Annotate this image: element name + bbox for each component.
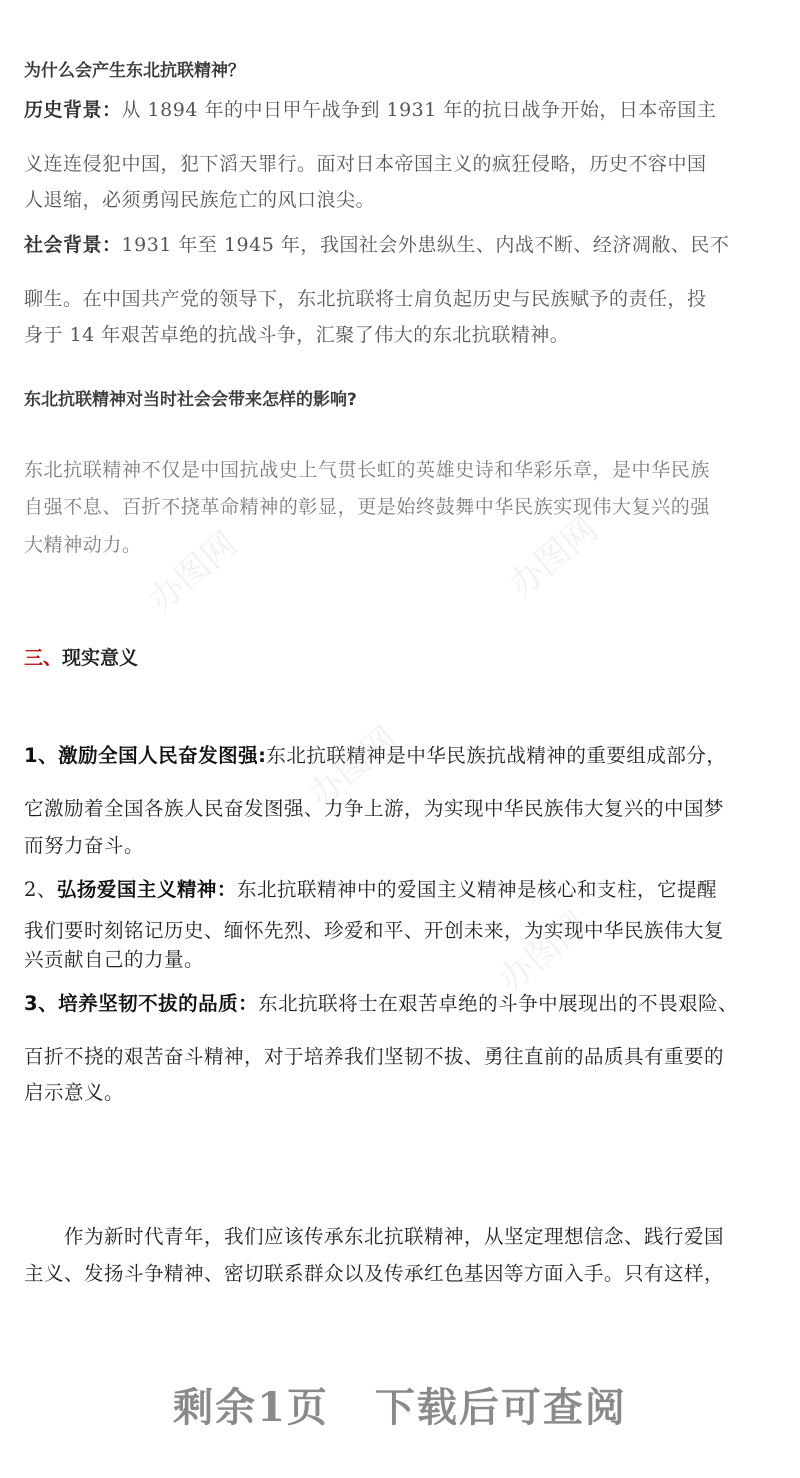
history-background-line-1 <box>24 95 716 122</box>
closing-text-line-1: 作为新时代青年，我们应该传承东北抗联精神，从坚定理想信念、践行爱国 <box>64 1225 725 1248</box>
question-why-heading: 为什么会产生东北抗联精神？ <box>24 61 245 81</box>
point-1-line-1 <box>24 740 726 768</box>
social-text-line-3: 身于 14 年艰苦卓绝的抗战斗争，汇聚了伟大的东北抗联精神。 <box>24 324 570 346</box>
history-background-label: 历史背景： <box>24 99 122 121</box>
social-background-line-1 <box>24 230 729 257</box>
point-1-text-line-1: 东北抗联精神是中华民族抗战精神的重要组成部分， <box>266 744 727 767</box>
watermark-text: 办图网 <box>141 524 246 621</box>
social-text-line-1: 1931 年至 1945 年，我国社会外患纵生、内战不断、经济凋敝、民不 <box>121 234 730 256</box>
point-1-label: 1、激励全国人民奋发图强: <box>24 744 267 767</box>
watermark-text: 办图网 <box>501 509 606 606</box>
point-2-text-line-3: 兴贡献自己的力量。 <box>24 948 205 971</box>
watermark-text: 办图网 <box>491 904 596 1001</box>
download-prompt-footer[interactable] <box>0 1376 800 1433</box>
point-2-text-line-2: 我们要时刻铭记历史、缅怀先烈、珍爱和平、开创未来，为实现中华民族伟大复 <box>24 919 725 942</box>
history-text-line-1: 从 1894 年的中日甲午战争到 1931 年的抗日战争开始，日本帝国主 <box>121 99 717 121</box>
point-1-text-line-2: 它激励着全国各族人民奋发图强、力争上游，为实现中华民族伟大复兴的中国梦 <box>24 797 725 820</box>
point-2-number: 2、 <box>24 878 57 901</box>
social-text-line-2: 聊生。在中国共产党的领导下，东北抗联将士肩负起历史与民族赋予的责任，投 <box>24 288 707 310</box>
history-text-line-2: 义连连侵犯中国，犯下滔天罪行。面对日本帝国主义的疯狂侵略，历史不容中国 <box>24 153 707 175</box>
social-background-label: 社会背景： <box>24 234 122 256</box>
impact-text-line-2: 自强不息、百折不挠革命精神的彰显，更是始终鼓舞中华民族实现伟大复兴的强 <box>24 496 711 518</box>
impact-text-line-3: 大精神动力。 <box>24 534 142 556</box>
history-text-line-3: 人退缩，必须勇闯民族危亡的风口浪尖。 <box>24 189 376 211</box>
point-3-text-line-1: 东北抗联将士在艰苦卓绝的斗争中展现出的不畏艰险、 <box>258 992 739 1015</box>
question-impact-heading: 东北抗联精神对当时社会会带来怎样的影响? <box>24 390 357 410</box>
closing-text-line-2: 主义、发扬斗争精神、密切联系群众以及传承红色基因等方面入手。只有这样， <box>24 1262 725 1285</box>
point-3-text-line-3: 启示意义。 <box>24 1081 125 1104</box>
download-to-view-label: 下载后可查阅 <box>374 1384 627 1431</box>
point-3-text-line-2: 百折不挠的艰苦奋斗精神，对于培养我们坚韧不拔、勇往直前的品质具有重要的 <box>24 1045 725 1068</box>
impact-text-line-1: 东北抗联精神不仅是中国抗战史上气贯长虹的英雄史诗和华彩乐章，是中华民族 <box>24 459 711 481</box>
point-2-label: 弘扬爱国主义精神： <box>56 878 237 901</box>
section-three-title: 现实意义 <box>62 647 139 669</box>
point-2-line-1 <box>24 874 717 902</box>
section-three-number: 三、 <box>24 647 63 669</box>
point-2-text-line-1: 东北抗联精神中的爱国主义精神是核心和支柱，它提醒 <box>236 878 717 901</box>
watermark-text: 办图网 <box>301 719 406 816</box>
point-1-text-line-3: 而努力奋斗。 <box>24 834 145 857</box>
point-3-line-1 <box>24 988 738 1016</box>
remaining-pages-label: 剩余1页 <box>173 1384 329 1431</box>
point-3-label: 3、培养坚韧不拔的品质： <box>24 992 259 1015</box>
section-three-heading <box>24 643 138 670</box>
